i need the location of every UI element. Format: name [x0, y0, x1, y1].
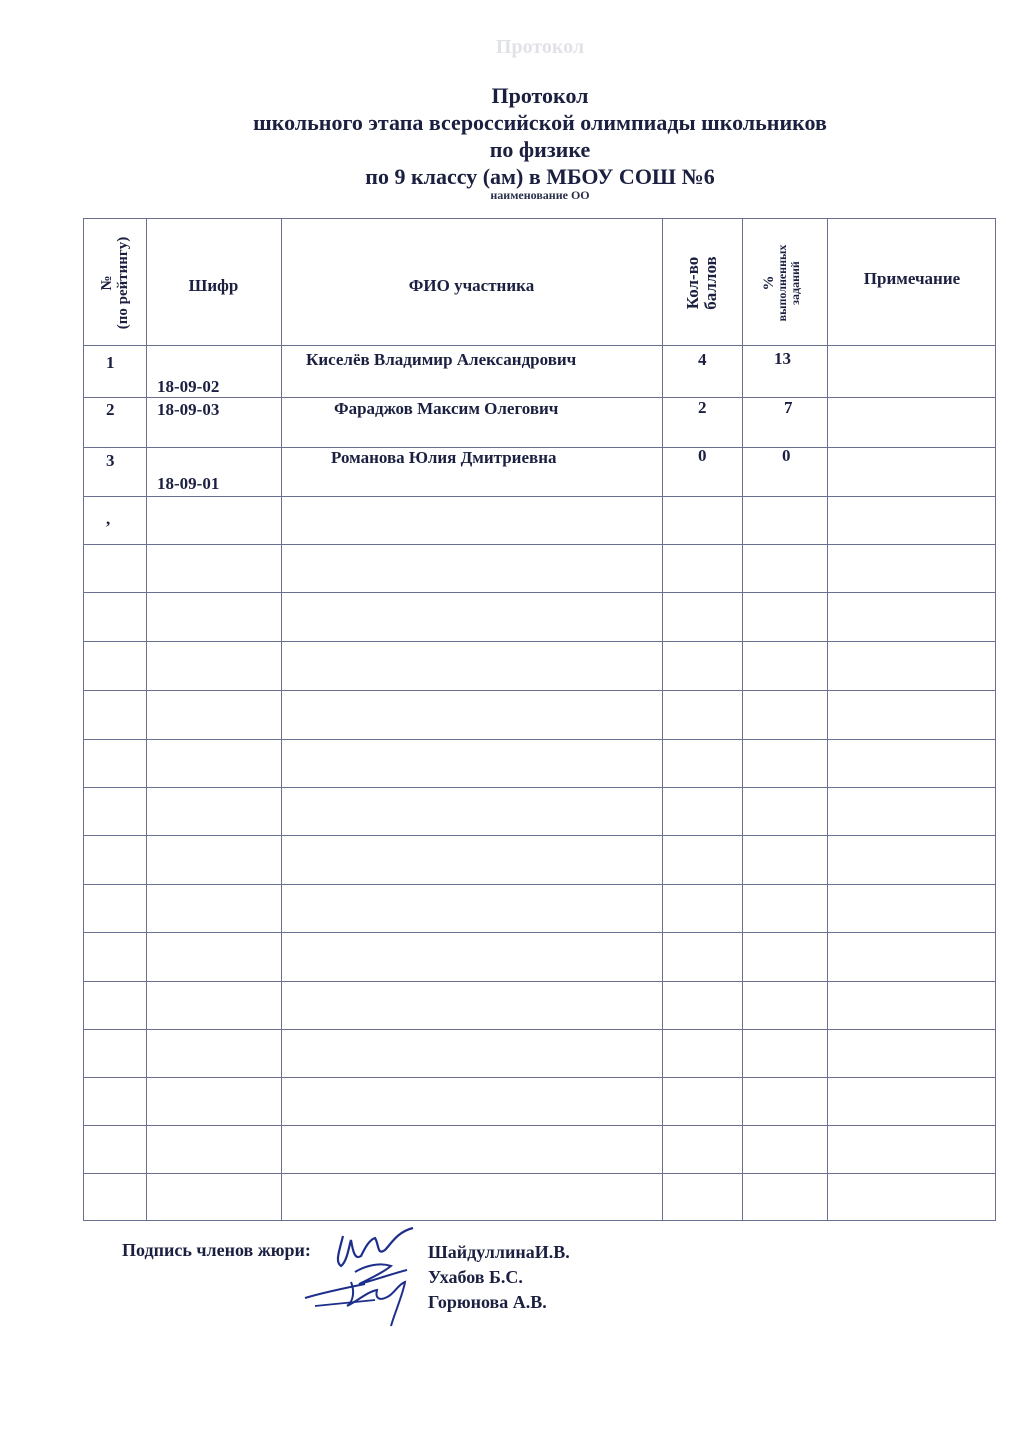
header-percent-line2: выполненных	[775, 244, 789, 322]
row-divider	[84, 1173, 995, 1174]
row-divider	[84, 835, 995, 836]
row-divider	[84, 1125, 995, 1126]
row-divider	[84, 496, 995, 497]
row3-code: 18-09-01	[157, 474, 220, 493]
row-divider	[84, 1029, 995, 1030]
header-percent-line3: заданий	[788, 261, 802, 305]
row3-name: Романова Юлия Дмитриевна	[331, 448, 557, 467]
header-score-line1: Кол-во	[683, 256, 702, 310]
col-divider	[281, 219, 282, 1220]
handwritten-signature	[295, 1222, 425, 1332]
header-percent-symbol: %	[761, 275, 777, 291]
row3-percent: 0	[782, 446, 791, 465]
row2-percent: 7	[784, 398, 793, 417]
row4-mark: ,	[106, 509, 111, 528]
jury-member-2: Ухабов Б.С.	[428, 1267, 523, 1287]
col-divider	[827, 219, 828, 1220]
row-divider	[84, 641, 995, 642]
row-divider	[84, 690, 995, 691]
header-score-line2: баллов	[701, 256, 720, 310]
header-code: Шифр	[188, 276, 239, 295]
row-divider	[84, 739, 995, 740]
title-line-2: школьного этапа всероссийской олимпиады школьников	[253, 110, 827, 135]
row-divider	[84, 884, 995, 885]
row-divider	[84, 345, 995, 346]
row2-name: Фараджов Максим Олегович	[334, 399, 559, 418]
row-divider	[84, 397, 995, 398]
row1-score: 4	[698, 350, 707, 369]
row3-rank: 3	[106, 451, 115, 470]
col-divider	[662, 219, 663, 1220]
jury-members	[428, 1240, 570, 1315]
signature-label: Подпись членов жюри:	[122, 1240, 311, 1260]
results-table	[83, 218, 996, 1221]
row-divider	[84, 787, 995, 788]
header-percent	[763, 223, 805, 343]
org-caption: наименование ОО	[490, 188, 590, 202]
row-divider	[84, 1077, 995, 1078]
header-rank-label: (по рейтингу)	[115, 236, 131, 330]
row-divider	[84, 981, 995, 982]
row1-rank: 1	[106, 353, 115, 372]
row2-code: 18-09-03	[157, 400, 220, 419]
row1-percent: 13	[774, 349, 791, 368]
header-score	[684, 223, 720, 343]
row-divider	[84, 544, 995, 545]
col-divider	[146, 219, 147, 1220]
document-title	[0, 82, 1024, 190]
row1-name: Киселёв Владимир Александрович	[306, 350, 577, 369]
row3-score: 0	[698, 446, 707, 465]
row1-code: 18-09-02	[157, 377, 220, 396]
title-line-4: по 9 классу (ам) в МБОУ СОШ №6	[365, 164, 715, 189]
header-name: ФИО участника	[408, 276, 535, 295]
row2-score: 2	[698, 398, 707, 417]
title-line-1: Протокол	[491, 83, 589, 108]
header-rank-symbol: №	[99, 275, 115, 291]
row-divider	[84, 932, 995, 933]
jury-member-1: ШайдуллинаИ.В.	[428, 1242, 570, 1262]
header-rank	[99, 222, 131, 344]
title-line-3: по физике	[489, 137, 591, 162]
header-note: Примечание	[863, 269, 961, 288]
bleed-through-text: Протокол	[495, 36, 585, 58]
row-divider	[84, 592, 995, 593]
jury-member-3: Горюнова А.В.	[428, 1292, 547, 1312]
row2-rank: 2	[106, 400, 115, 419]
col-divider	[742, 219, 743, 1220]
